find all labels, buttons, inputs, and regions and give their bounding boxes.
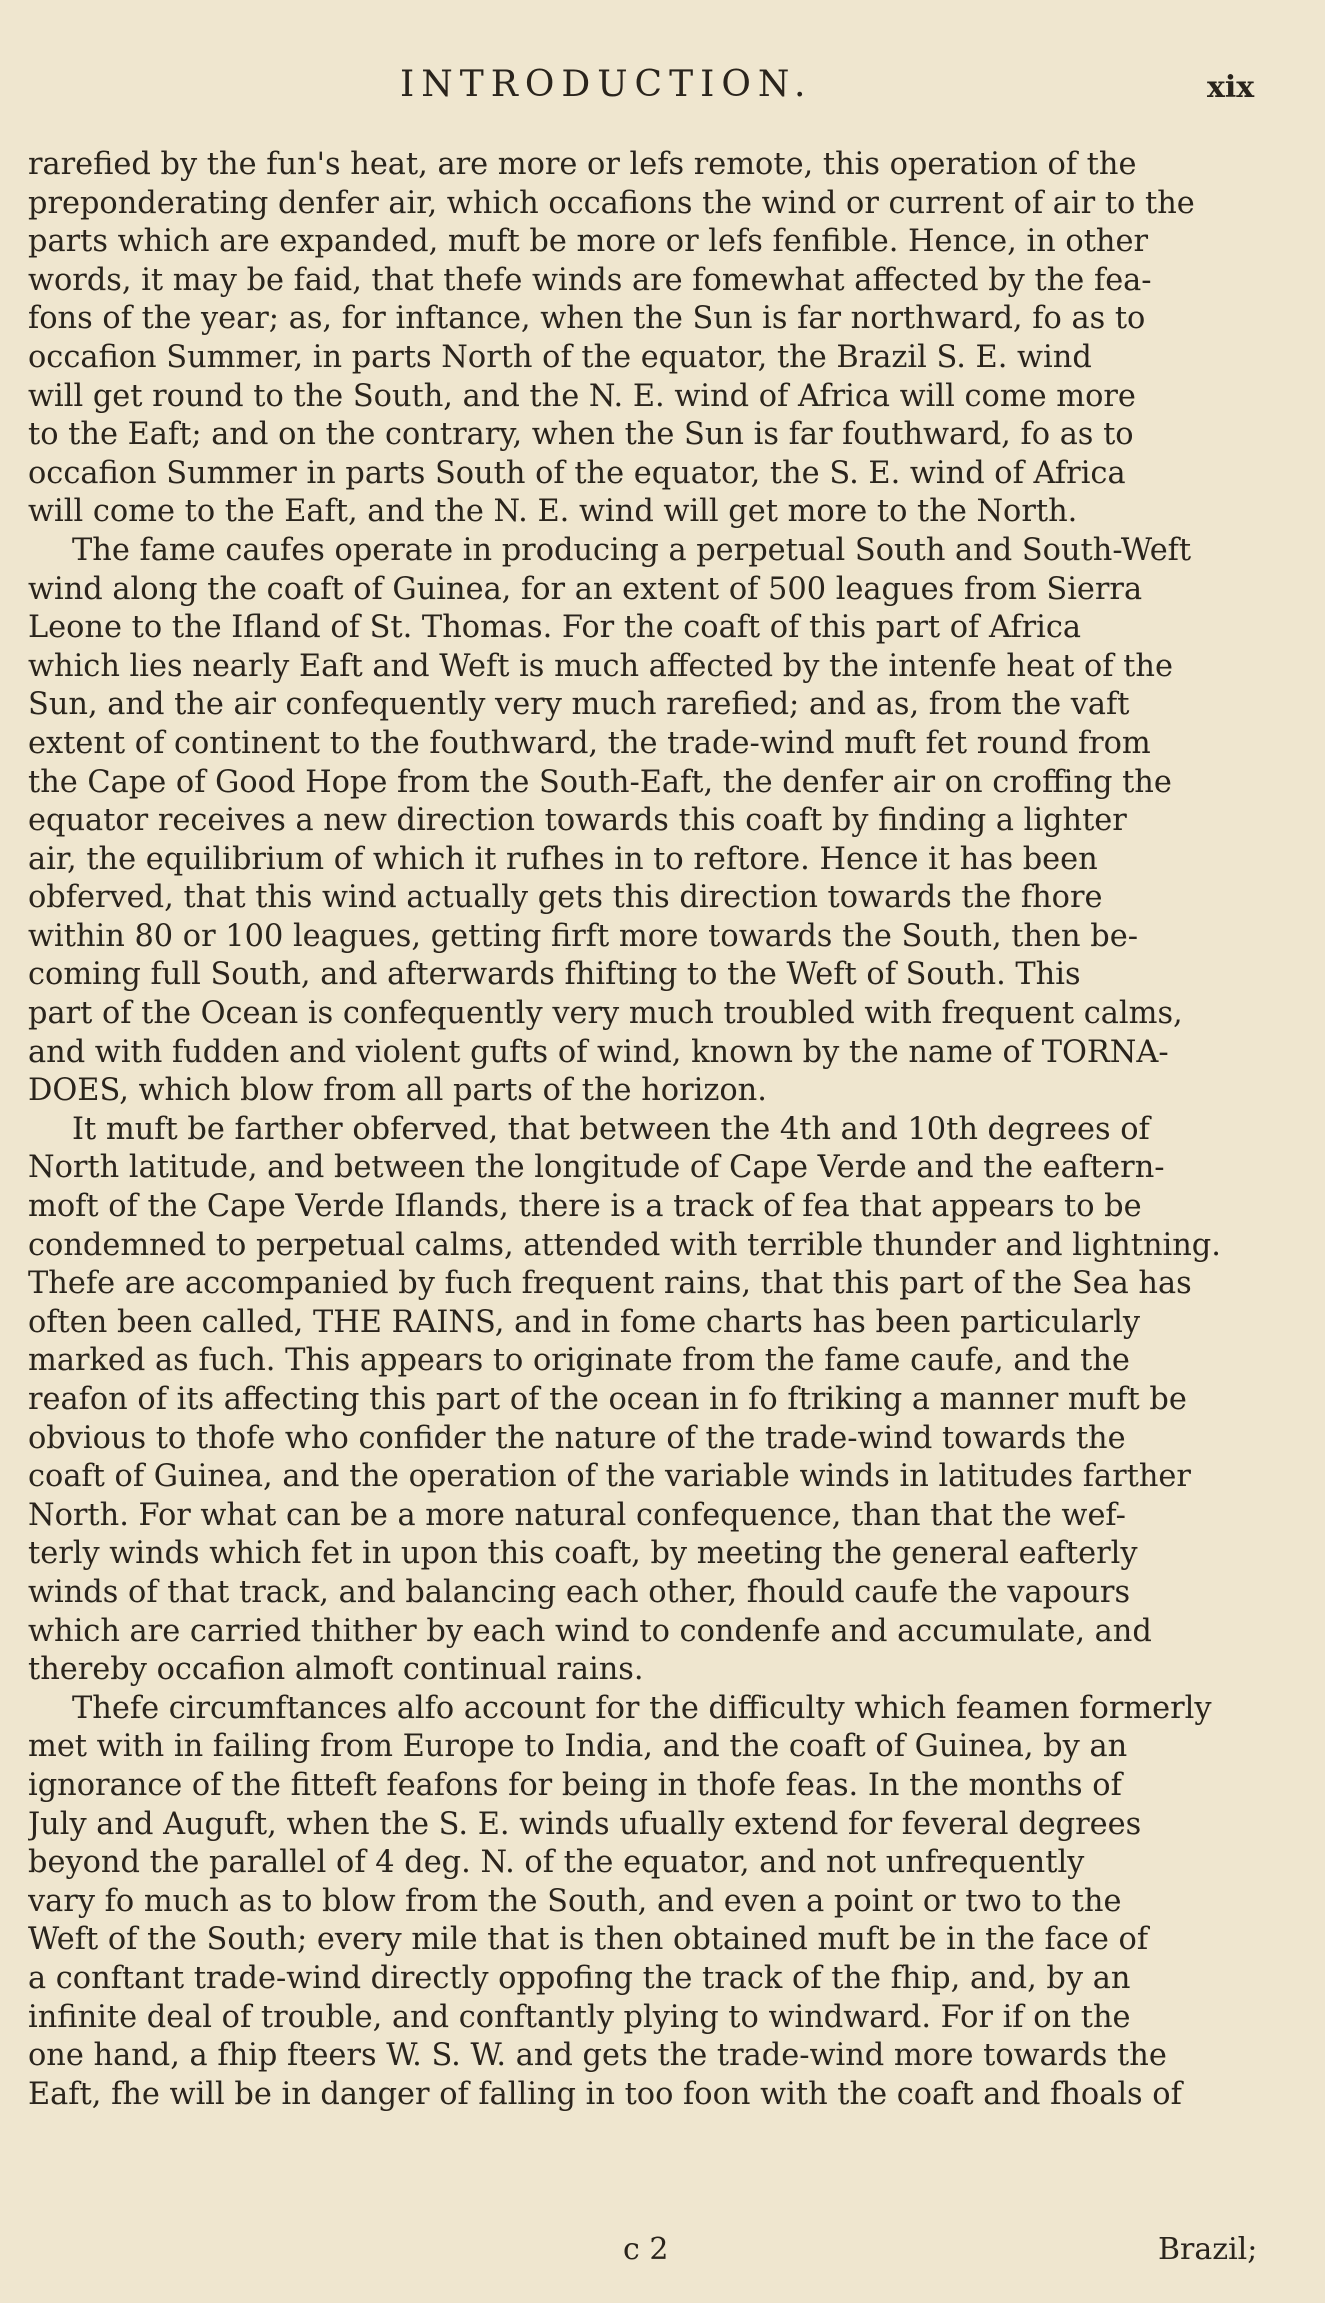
- text-line: thereby occafion almoft continual rains.: [28, 1652, 644, 1688]
- text-line: met with in failing from Europe to India, and the coaft of Guinea, by an: [28, 1729, 1128, 1765]
- text-line: Sun, and the air confequently very much rarefied; and as, from the vaft: [28, 687, 1130, 723]
- text-line: rarefied by the fun's heat, are more or lefs remote, this operation of the: [28, 147, 1137, 182]
- page-footer: [0, 2232, 1325, 2276]
- paragraph-first-line: The fame caufes operate in producing a perpetual South and South-Weft: [72, 532, 1192, 568]
- body-text: [28, 146, 1270, 2114]
- text-line: equator receives a new direction towards this coaft by finding a lighter: [28, 803, 1127, 839]
- text-line: Weft of the South; every mile that is then obtained muft be in the face of: [28, 1922, 1149, 1958]
- text-line: coming full South, and afterwards fhifting to the Weft of South. This: [28, 957, 1081, 993]
- text-line: reafon of its affecting this part of the ocean in fo ftriking a manner muft be: [28, 1382, 1187, 1417]
- text-line: occafion Summer, in parts North of the equator, the Brazil S. E. wind: [28, 339, 1092, 375]
- text-line: and with fudden and violent gufts of wind, known by the name of TORNA-: [28, 1034, 1169, 1070]
- text-line: vary fo much as to blow from the South, and even a point or two to the: [28, 1883, 1122, 1919]
- text-line: a conftant trade-wind directly oppofing the track of the fhip, and, by an: [28, 1960, 1131, 1996]
- text-line: beyond the parallel of 4 deg. N. of the equator, and not unfrequently: [28, 1845, 1085, 1881]
- text-line: preponderating denfer air, which occafions the wind or current of air to the: [28, 185, 1195, 221]
- text-line: occafion Summer in parts South of the equator, the S. E. wind of Africa: [28, 455, 1126, 491]
- text-line: North latitude, and between the longitude of Cape Verde and the eaftern-: [28, 1150, 1165, 1186]
- text-line: will get round to the South, and the N. E. wind of Africa will come more: [28, 378, 1136, 414]
- text-line: parts which are expanded, muft be more or lefs fenfible. Hence, in other: [28, 224, 1148, 260]
- signature-mark: c 2: [623, 2232, 669, 2267]
- text-line: which lies nearly Eaft and Weft is much affected by the intenfe heat of the: [28, 648, 1173, 684]
- text-line: the Cape of Good Hope from the South-Eaft, the denfer air on croffing the: [28, 764, 1172, 800]
- text-line: wind along the coaft of Guinea, for an extent of 500 leagues from Sierra: [28, 571, 1143, 607]
- text-line: Thefe are accompanied by fuch frequent rains, that this part of the Sea has: [28, 1266, 1192, 1302]
- text-line: Eaft, fhe will be in danger of falling in too foon with the coaft and fhoals of: [28, 2076, 1182, 2112]
- text-line: often been called, THE RAINS, and in fome charts has been particularly: [28, 1304, 1141, 1340]
- text-line: part of the Ocean is confequently very much troubled with frequent calms,: [28, 996, 1183, 1032]
- catchword: Brazil;: [1158, 2232, 1258, 2267]
- text-line: words, it may be faid, that thefe winds are fomewhat affected by the fea-: [28, 262, 1152, 298]
- text-line: extent of continent to the fouthward, the trade-wind muft fet round from: [28, 725, 1151, 761]
- text-line: terly winds which fet in upon this coaft, by meeting the general eafterly: [28, 1536, 1138, 1572]
- text-line: to the Eaft; and on the contrary, when the Sun is far fouthward, fo as to: [28, 417, 1134, 453]
- text-line: moft of the Cape Verde Iflands, there is a track of fea that appears to be: [28, 1189, 1142, 1225]
- text-line: Leone to the Ifland of St. Thomas. For the coaft of this part of Africa: [28, 610, 1082, 646]
- text-line: will come to the Eaft, and the N. E. wind will get more to the North.: [28, 494, 1078, 530]
- text-line: fons of the year; as, for inftance, when the Sun is far northward, fo as to: [28, 301, 1146, 337]
- text-line: DOES, which blow from all parts of the horizon.: [28, 1073, 767, 1109]
- paragraph-first-line: It muft be farther obferved, that between the 4th and 10th degrees of: [72, 1111, 1150, 1147]
- paragraph-first-line: Thefe circumftances alfo account for the difficulty which feamen formerly: [72, 1690, 1212, 1726]
- text-line: air, the equilibrium of which it rufhes in to reftore. Hence it has been: [28, 841, 1098, 877]
- text-line: condemned to perpetual calms, attended with terrible thunder and lightning.: [28, 1227, 1221, 1263]
- text-line: marked as fuch. This appears to originate from the fame caufe, and the: [28, 1343, 1130, 1379]
- text-line: North. For what can be a more natural confequence, than that the wef-: [28, 1497, 1126, 1533]
- text-line: coaft of Guinea, and the operation of the variable winds in latitudes farther: [28, 1459, 1191, 1495]
- text-line: ignorance of the fitteft feafons for being in thofe feas. In the months of: [28, 1767, 1122, 1803]
- text-line: obferved, that this wind actually gets this direction towards the fhore: [28, 880, 1103, 916]
- text-line: infinite deal of trouble, and conftantly plying to windward. For if on the: [28, 1999, 1131, 2035]
- text-line: which are carried thither by each wind to condenfe and accumulate, and: [28, 1613, 1152, 1649]
- page-header: [0, 58, 1325, 108]
- text-line: one hand, a fhip fteers W. S. W. and gets the trade-wind more towards the: [28, 2038, 1167, 2074]
- text-line: within 80 or 100 leagues, getting firft more towards the South, then be-: [28, 918, 1139, 954]
- text-line: July and Auguft, when the S. E. winds ufually extend for feveral degrees: [28, 1806, 1142, 1842]
- running-title: INTRODUCTION.: [400, 64, 813, 105]
- text-line: obvious to thofe who confider the nature of the trade-wind towards the: [28, 1420, 1126, 1456]
- page-number: xix: [1207, 70, 1255, 105]
- text-line: winds of that track, and balancing each other, fhould caufe the vapours: [28, 1574, 1131, 1610]
